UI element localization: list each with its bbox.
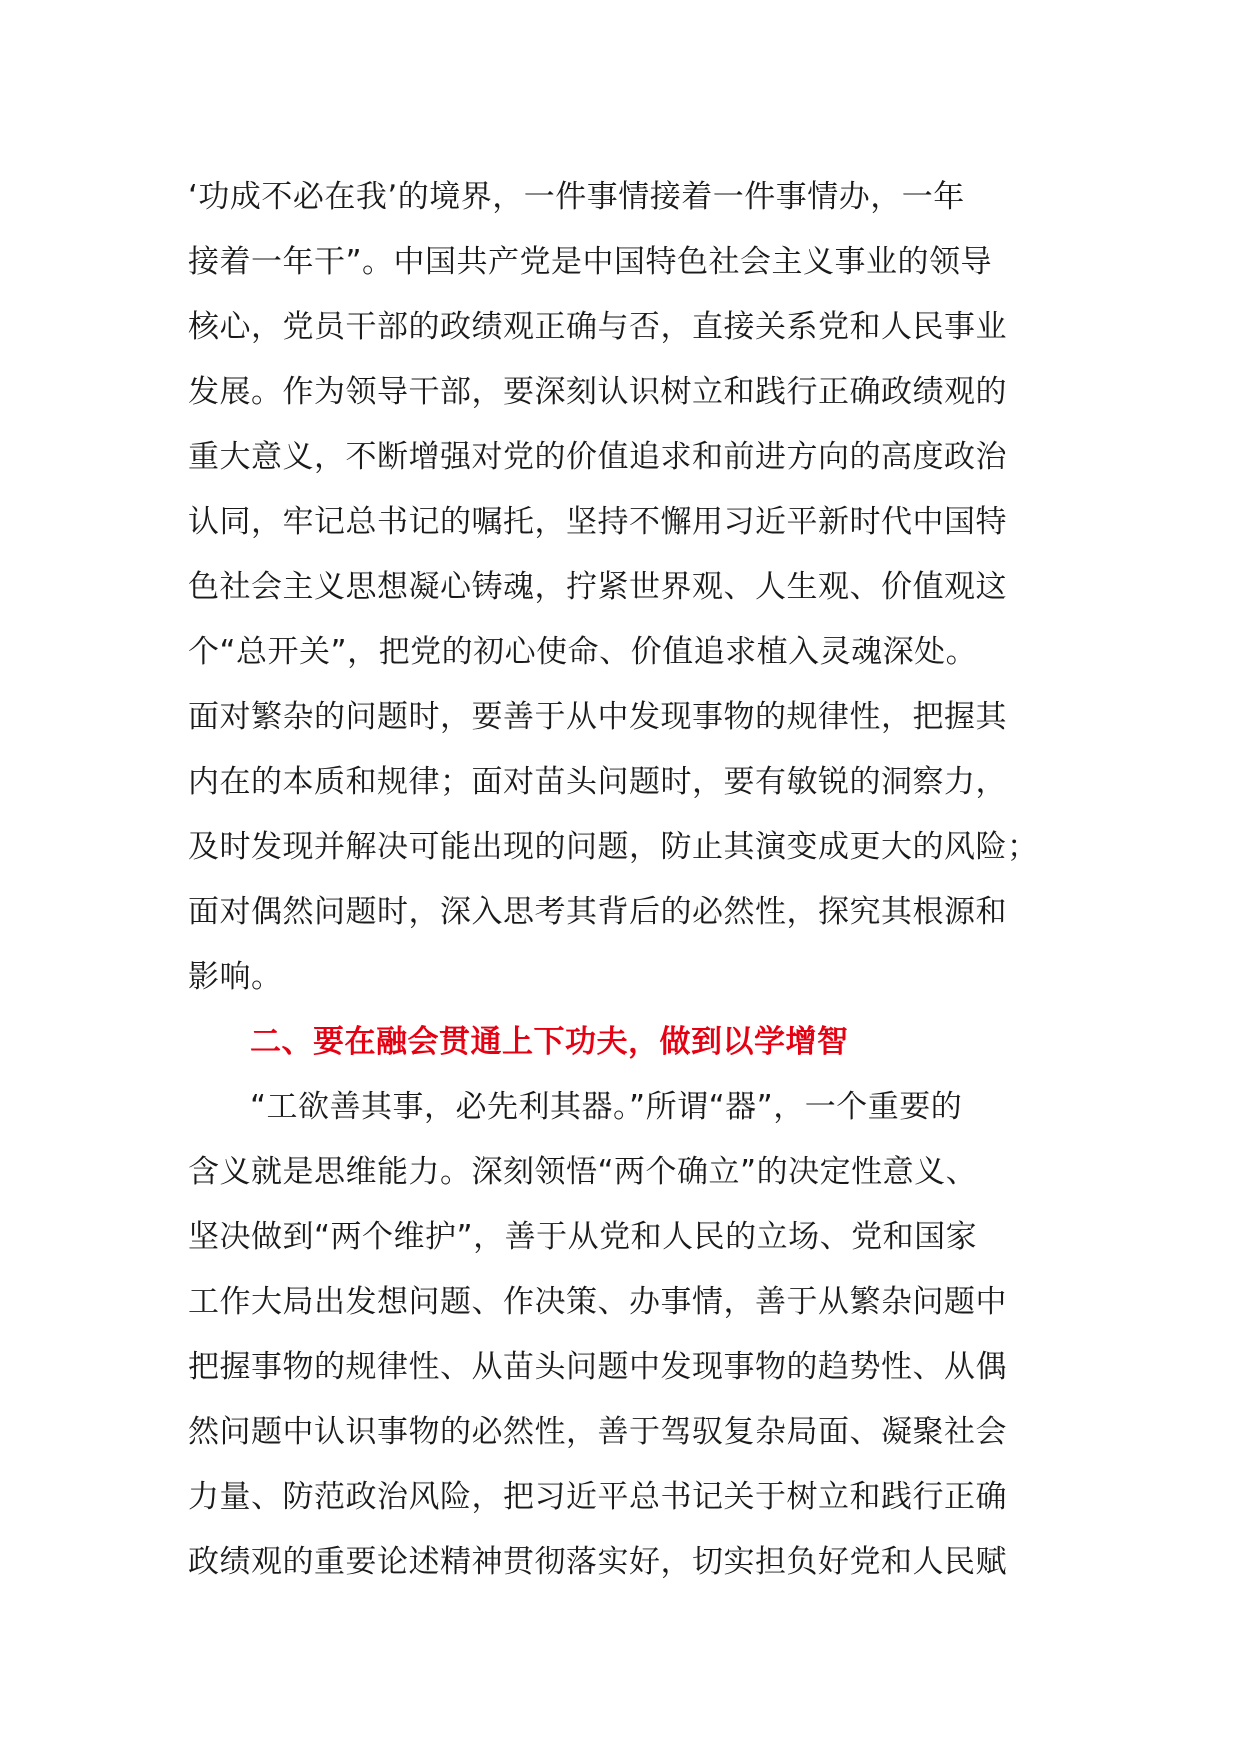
text-line: 影响。 [188,959,283,995]
text-line: 政绩观的重要论述精神贯彻落实好，切实担负好党和人民赋 [188,1544,1007,1580]
text-line: 面对偶然问题时，深入思考其背后的必然性，探究其根源和 [188,894,1007,930]
document-body [188,165,1068,1595]
text-line: 认同，牢记总书记的嘱托，坚持不懈用习近平新时代中国特 [188,504,1007,540]
text-line: 重大意义，不断增强对党的价值追求和前进方向的高度政治 [188,439,1007,475]
text-line: 色社会主义思想凝心铸魂，拧紧世界观、人生观、价值观这 [188,569,1007,605]
text-line: 力量、防范政治风险，把习近平总书记关于树立和践行正确 [188,1479,1007,1515]
text-line: 坚决做到“两个维护”，善于从党和人民的立场、党和国家 [188,1219,978,1255]
text-line: 把握事物的规律性、从苗头问题中发现事物的趋势性、从偶 [188,1349,1007,1385]
text-line: 个“总开关”，把党的初心使命、价值追求植入灵魂深处。 [188,634,978,670]
text-line: 内在的本质和规律；面对苗头问题时，要有敏锐的洞察力， [188,764,1007,800]
text-line: 然问题中认识事物的必然性，善于驾驭复杂局面、凝聚社会 [188,1414,1007,1450]
text-line: 面对繁杂的问题时，要善于从中发现事物的规律性，把握其 [188,699,1007,735]
text-line: “工欲善其事，必先利其器。”所谓“器”，一个重要的 [250,1089,963,1125]
section-heading: 二、要在融会贯通上下功夫，做到以学增智 [250,1024,849,1060]
text-line: 及时发现并解决可能出现的问题，防止其演变成更大的风险； [188,829,1039,865]
text-line: 核心，党员干部的政绩观正确与否，直接关系党和人民事业 [188,309,1007,345]
text-line: 工作大局出发想问题、作决策、办事情，善于从繁杂问题中 [188,1284,1007,1320]
text-line: 发展。作为领导干部，要深刻认识树立和践行正确政绩观的 [188,374,1007,410]
text-line: ‘功成不必在我’的境界，一件事情接着一件事情办，一年 [188,179,965,215]
text-line: 含义就是思维能力。深刻领悟“两个确立”的决定性意义、 [188,1154,978,1190]
text-line: 接着一年干”。中国共产党是中国特色社会主义事业的领导 [188,244,993,280]
